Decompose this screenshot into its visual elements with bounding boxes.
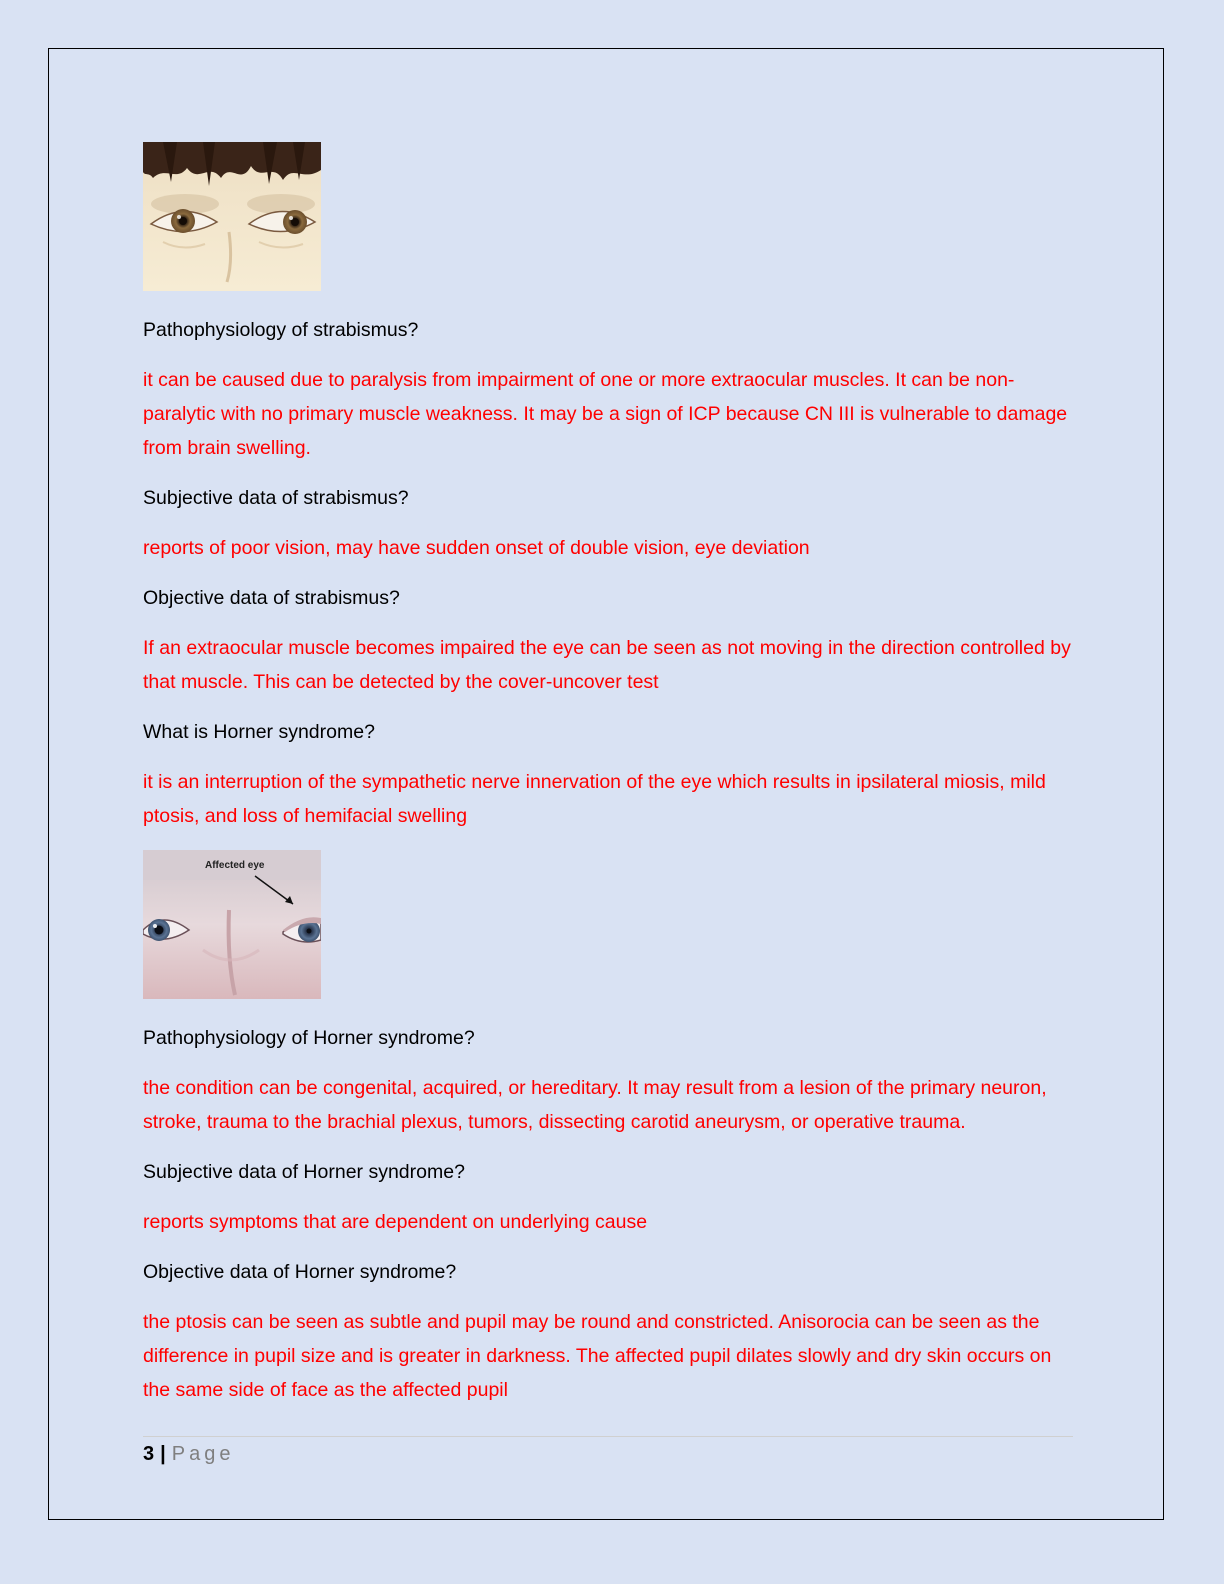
footer-separator: | (160, 1443, 166, 1465)
page-number: 3 (143, 1443, 155, 1465)
page-label: Page (171, 1443, 235, 1465)
answer-strabismus-objective: If an extraocular muscle becomes impaired the eye can be seen as not moving in the direction controlled by that muscle. This can be detected by the cover-uncover test (143, 637, 1071, 693)
question-horner-definition: What is Horner syndrome? (143, 721, 375, 743)
footer-divider (143, 1436, 1073, 1437)
answer-horner-definition: it is an interruption of the sympathetic nerve innervation of the eye which results in ipsilateral miosis, mild ptosis, and loss of hemifacial swelling (143, 771, 1046, 827)
question-horner-pathophysiology: Pathophysiology of Horner syndrome? (143, 1027, 475, 1049)
question-strabismus-subjective: Subjective data of strabismus? (143, 487, 409, 509)
question-horner-subjective: Subjective data of Horner syndrome? (143, 1161, 465, 1183)
page-footer (143, 1440, 234, 1468)
horner-syndrome-image (143, 850, 321, 999)
question-strabismus-objective: Objective data of strabismus? (143, 587, 400, 609)
question-strabismus-pathophysiology: Pathophysiology of strabismus? (143, 319, 419, 341)
question-horner-objective: Objective data of Horner syndrome? (143, 1261, 457, 1283)
answer-horner-subjective: reports symptoms that are dependent on underlying cause (143, 1211, 648, 1233)
document-content (143, 142, 1078, 1407)
answer-horner-pathophysiology: the condition can be congenital, acquired, or hereditary. It may result from a lesion of the primary neuron, stroke, trauma to the brachial plexus, tumors, dissecting carotid aneurysm, or operative trauma. (143, 1077, 1047, 1133)
answer-horner-objective: the ptosis can be seen as subtle and pupil may be round and constricted. Anisorocia can be seen as the difference in pupil size and is greater in darkness. The affected pupil dilates slowly and dry skin occurs on the same side of face as the affected pupil (143, 1311, 1052, 1401)
strabismus-eyes-image (143, 142, 321, 291)
answer-strabismus-pathophysiology: it can be caused due to paralysis from impairment of one or more extraocular muscles. It can be non-paralytic with no primary muscle weakness. It may be a sign of ICP because CN III is vulnerable to damage from brain swelling. (143, 369, 1068, 459)
affected-eye-label: Affected eye (205, 860, 265, 871)
answer-strabismus-subjective: reports of poor vision, may have sudden onset of double vision, eye deviation (143, 537, 810, 559)
